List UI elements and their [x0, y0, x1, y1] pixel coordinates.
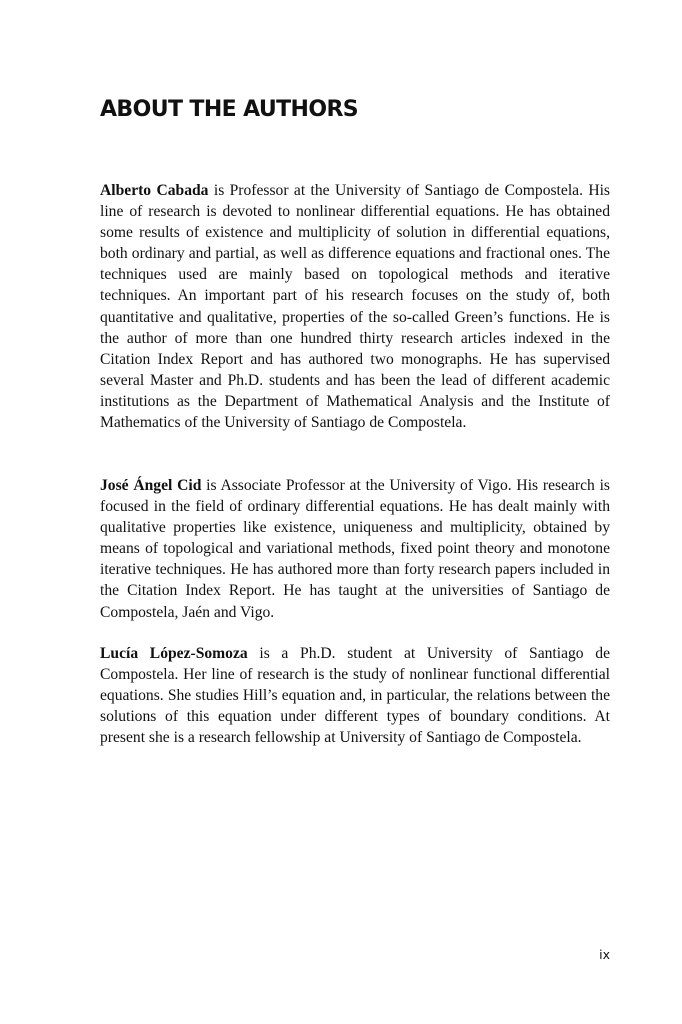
- page-number: ix: [599, 947, 610, 962]
- author-bio-text: is a Ph.D. student at University of Santiago de Compostela. Her line of research is the study of nonlinear functional differential equations. She studies Hill’s equation and, in particular, the relations between the solutions of this equation under different types of boundary conditions. At present she is a research fellowship at University of Santiago de Compostela.: [100, 645, 610, 747]
- author-bio-paragraph: [100, 475, 610, 623]
- author-bio-text: is Associate Professor at the University of Vigo. His research is focused in the field of ordinary differential equations. He has dealt mainly with qualitative properties like existence, uniqueness and multiplicity, obtained by means of topological and variational methods, fixed point theory and monotone iterative techniques. He has authored more than forty research papers included in the Citation Index Report. He has taught at the universities of Santiago de Compostela, Jaén and Vigo.: [100, 477, 610, 621]
- author-name: Lucía López-Somoza: [100, 645, 248, 662]
- author-name: José Ángel Cid: [100, 477, 202, 494]
- author-bio-text: is Professor at the University of Santiago de Compostela. His line of research is devoted to nonlinear differential equations. He has obtained some results of existence and multiplicity of solution in differential equations, both ordinary and partial, as well as difference equations and fractional ones. The techniques used are mainly based on topological methods and iterative techniques. An important part of his research focuses on the study of, both quantitative and qualitative, properties of the so-called Green’s functions. He is the author of more than one hundred thirty research articles indexed in the Citation Index Report and has authored two monographs. He has supervised several Master and Ph.D. students and has been the lead of different academic institutions as the Department of Mathematical Analysis and the Institute of Mathematics of the University of Santiago de Compostela.: [100, 182, 611, 432]
- section-heading: ABOUT THE AUTHORS: [100, 97, 359, 122]
- page: [100, 0, 610, 1024]
- author-name: Alberto Cabada: [100, 182, 209, 199]
- author-bio-paragraph: [100, 180, 610, 433]
- author-bio-paragraph: [100, 643, 610, 748]
